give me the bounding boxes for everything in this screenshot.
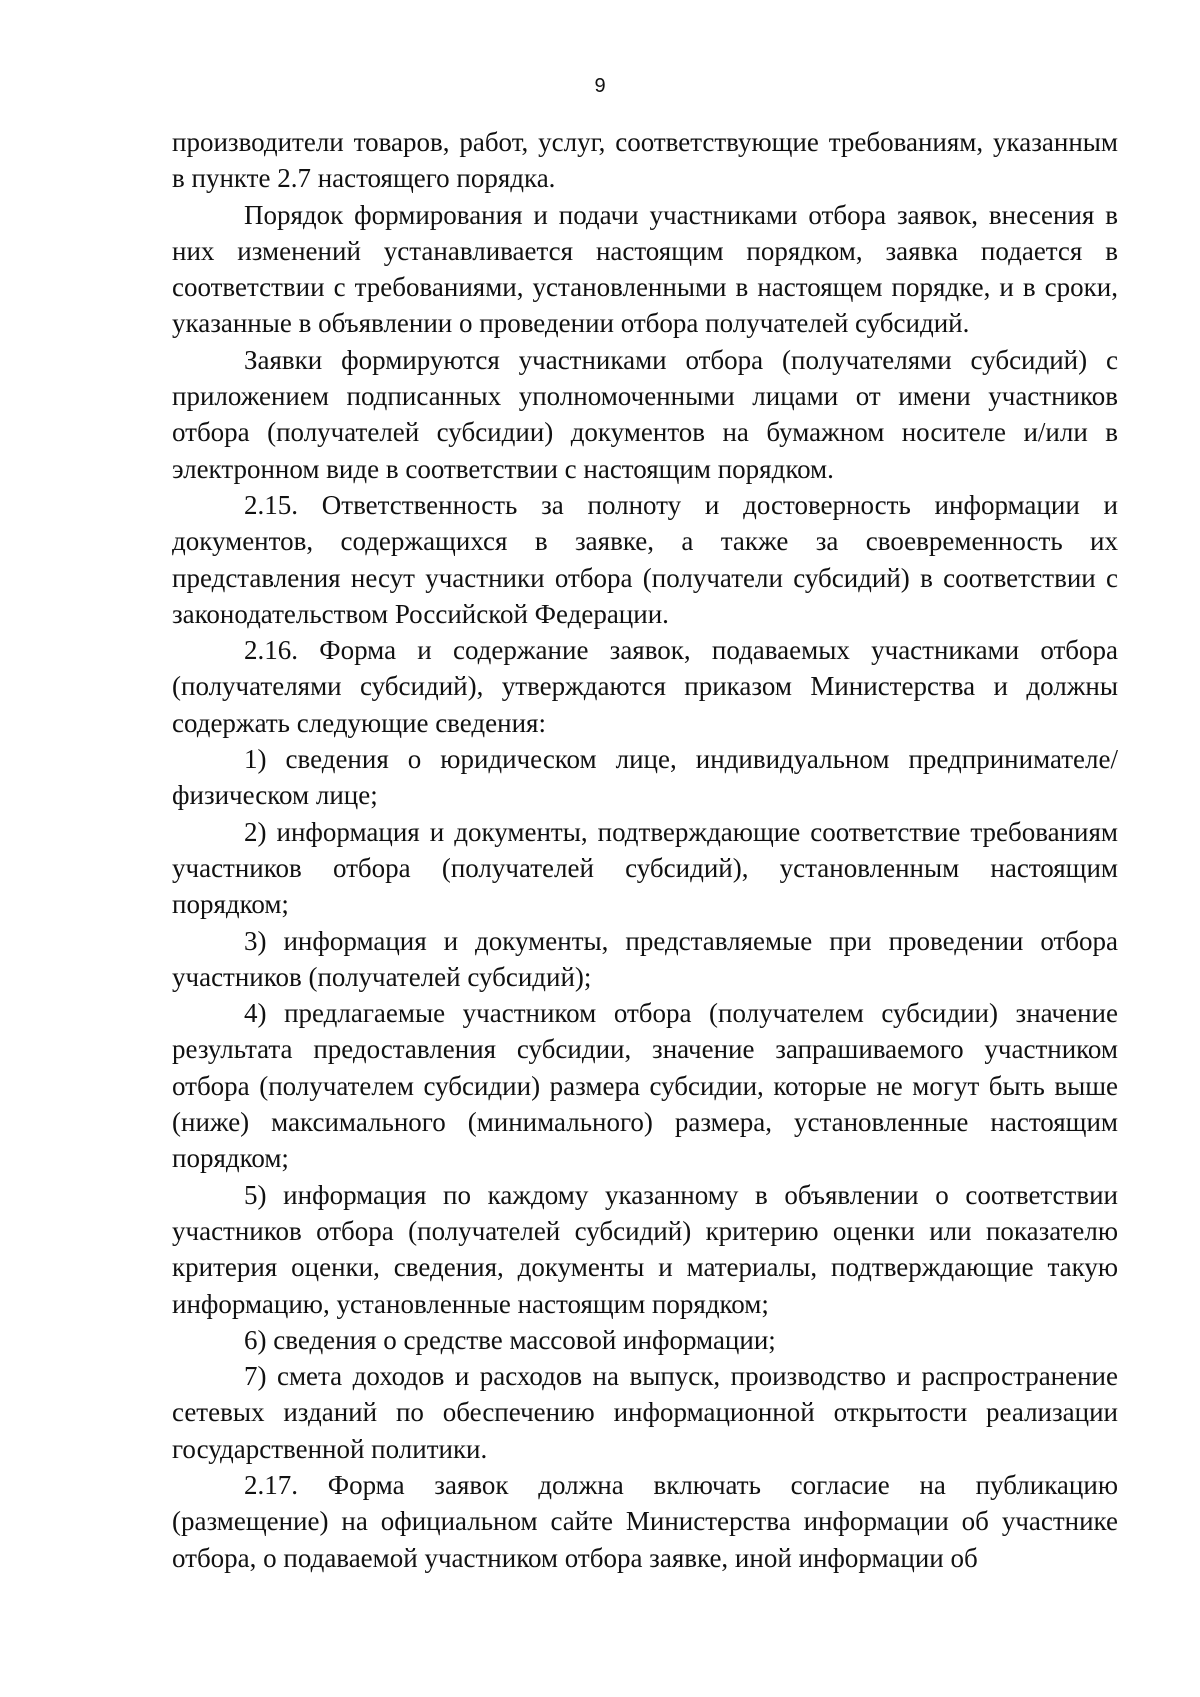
list-item-5: 5) информация по каждому указанному в объявлении о соответствии участников отбора (получателей субсидий) критерию оценки или показателю критерия оценки, сведения, документы и материалы, подтверждающие такую информацию, установленные настоящим порядком; [172, 1179, 1118, 1319]
paragraph-2-17: 2.17. Форма заявок должна включать согласие на публикацию (размещение) на официальном сайте Министерства информации об участнике отбора, о подаваемой участником отбора заявке, иной информации об [172, 1469, 1118, 1573]
list-item-6: 6) сведения о средстве массовой информации; [244, 1324, 776, 1355]
list-item-2: 2) информация и документы, подтверждающие соответствие требованиям участников отбора (получателей субсидий), установленным настоящим порядком; [172, 816, 1118, 920]
page-number: 9 [594, 75, 606, 97]
document-body [172, 124, 1118, 1576]
list-item-4: 4) предлагаемые участником отбора (получателем субсидии) значение результата предоставления субсидии, значение запрашиваемого участником отбора (получателем субсидии) размера субсидии, которые не могут быть выше (ниже) максимального (минимального) размера, установленные настоящим порядком; [172, 998, 1118, 1174]
paragraph-application-forming: Заявки формируются участниками отбора (получателями субсидий) с приложением подписанных уполномоченными лицами от имени участников отбора (получателей субсидии) документов на бумажном носителе и/или в электронном виде в соответствии с настоящим порядком. [172, 344, 1118, 484]
paragraph-2-16: 2.16. Форма и содержание заявок, подаваемых участниками отбора (получателями субсидий), утверждаются приказом Министерства и должны содержать следующие сведения: [172, 635, 1118, 738]
list-item-7: 7) смета доходов и расходов на выпуск, производство и распространение сетевых изданий по обеспечению информационной открытости реализации государственной политики. [172, 1361, 1118, 1464]
paragraph-application-procedure: Порядок формирования и подачи участниками отбора заявок, внесения в них изменений устанавливается настоящим порядком, заявка подается в соответствии с требованиями, установленными в настоящем порядке, и в сроки, указанные в объявлении о проведении отбора получателей субсидий. [172, 199, 1118, 339]
list-item-1: 1) сведения о юридическом лице, индивидуальном предпринимателе/ физическом лице; [172, 744, 1118, 811]
paragraph-2-15: 2.15. Ответственность за полноту и достоверность информации и документов, содержащихся в заявке, а также за своевременность их представления несут участники отбора (получатели субсидий) в соответствии с законодательством Российской Федерации. [172, 489, 1118, 629]
list-item-3: 3) информация и документы, представляемые при проведении отбора участников (получателей субсидий); [172, 925, 1118, 992]
paragraph-continuation: производители товаров, работ, услуг, соответствующие требованиям, указанным в пункте 2.7 настоящего порядка. [172, 127, 1118, 194]
